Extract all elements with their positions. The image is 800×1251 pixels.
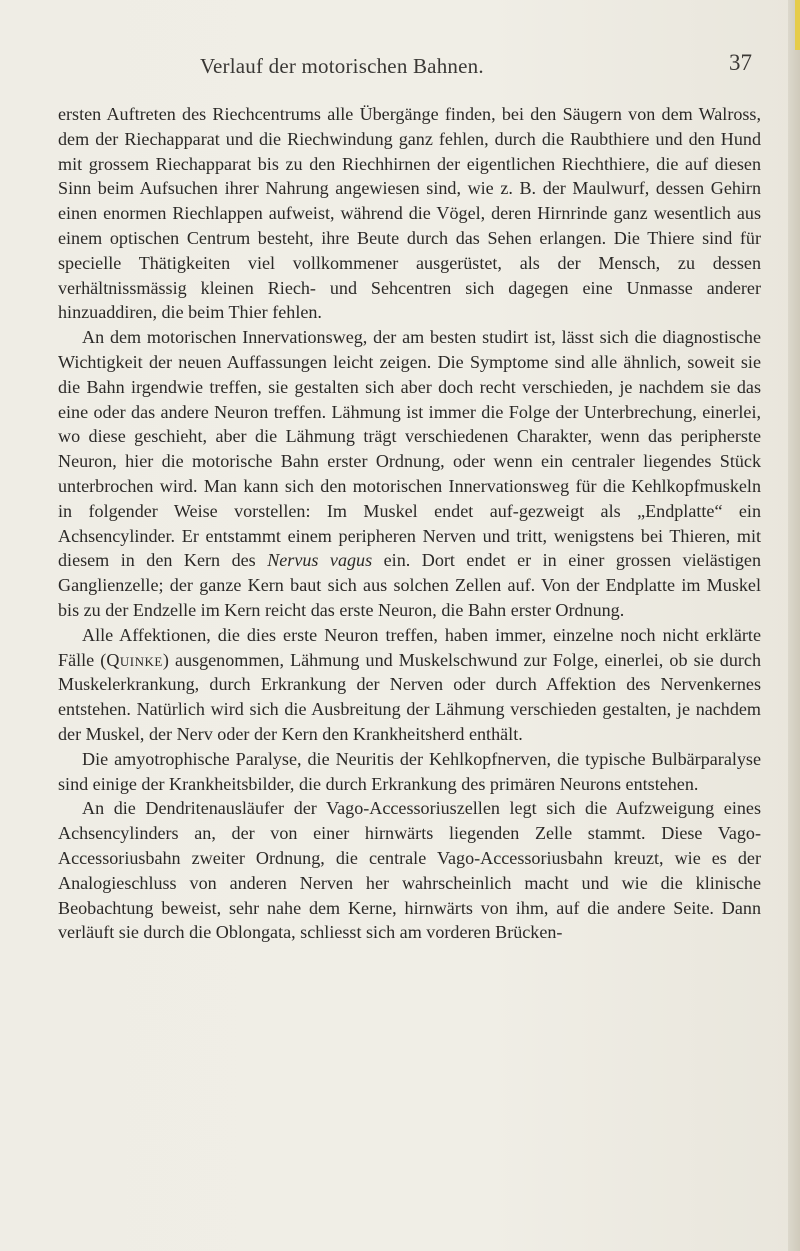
page-edge [788, 0, 800, 1251]
page-edge-marker [795, 0, 800, 50]
nervus-vagus-term: Nervus vagus [267, 550, 373, 571]
page-header [60, 50, 760, 84]
page-number: 37 [729, 50, 752, 75]
paragraph-3-text-b: ) ausgenommen, Lähmung und Muskelschwund zur Folge, einerlei, ob sie durch Muskelerkrankung, durch Erkrankung der Nerven oder durch Affektion des Nervenkernes entstehen. Natürlich wird sich die Ausbreitung der Lähmung verschieden gestalten, je nachdem der Muskel, der Nerv oder der Kern den Krankheitsherd enthält. [58, 649, 761, 744]
body-text [58, 102, 761, 945]
paragraph-2-text-b: ein. Dort endet er in einer grossen vielästigen Ganglienzelle; der ganze Kern baut sich aus solchen Zellen auf. Von der Endplatte im Muskel bis zu der Endzelle im Kern reicht das erste Neuron, die Bahn erster Ordnung. [58, 550, 761, 620]
running-title: Verlauf der motorischen Bahnen. [200, 54, 484, 78]
paragraph-2 [58, 325, 761, 623]
paragraph-1: ersten Auftreten des Riechcentrums alle Übergänge finden, bei den Säugern von dem Walross, dem der Riechapparat und die Riechwindung ganz fehlen, durch die Raubthiere und den Hund mit grossem Riechapparat bis zu den Riechhirnen der eigentlichen Riechthiere, die auf diesen Sinn beim Aufsuchen ihrer Nahrung angewiesen sind, wie z. B. der Maulwurf, dessen Gehirn einen enormen Riechlappen aufweist, während die Vögel, deren Hirnrinde ganz wesentlich aus einem optischen Centrum besteht, ihre Beute durch das Sehen erlangen. Die Thiere sind für specielle Thätigkeiten viel vollkommener ausgerüstet, als der Mensch, zu dessen verhältnissmässig kleinen Riech- und Sehcentren sich dagegen eine Unmasse anderer hinzuaddiren, die beim Thier fehlen. [58, 104, 761, 323]
author-name-quinke: Quinke [106, 649, 163, 670]
paragraph-2-text-a: An dem motorischen Innervationsweg, der am besten studirt ist, lässt sich die diagnostische Wichtigkeit der neuen Auffassungen leicht zeigen. Die Symptome sind alle ähnlich, soweit sie die Bahn irgendwie treffen, sie gestalten sich aber doch recht verschieden, je nachdem sie das eine oder das andere Neuron treffen. Lähmung ist immer die Folge der Unterbrechung, einerlei, wo diese geschieht, aber die Lähmung trägt verschiedenen Charakter, wenn das peripherste Neuron, hier die motorische Bahn erster Ordnung, oder wenn ein centraler liegendes Stück unterbrochen wird. Man kann sich den motorischen Innervationsweg für die Kehlkopfmuskeln in folgender Weise vorstellen: Im Muskel endet auf-gezweigt als „Endplatte“ ein Achsencylinder. Er entstammt einem peripheren Nerven und tritt, wenigstens bei Thieren, mit diesem in den Kern des [58, 327, 761, 571]
paragraph-5: An die Dendritenausläufer der Vago-Accessoriuszellen legt sich die Aufzweigung eines Achsencylinders an, der von einer hirnwärts liegenden Zelle stammt. Diese Vago-Accessoriusbahn zweiter Ordnung, die centrale Vago-Accessoriusbahn kreuzt, wie es der Analogieschluss von anderen Nerven her wahrscheinlich macht und wie die klinische Beobachtung beweist, sehr nahe dem Kerne, hirnwärts von ihm, auf die andere Seite. Dann verläuft sie durch die Oblongata, schliesst sich am vorderen Brücken- [58, 798, 761, 943]
paragraph-3-text-a: Alle Affektionen, die dies erste Neuron treffen, haben immer, einzelne noch nicht erklärte Fälle ( [58, 624, 761, 670]
paragraph-4: Die amyotrophische Paralyse, die Neuritis der Kehlkopfnerven, die typische Bulbärparalyse sind einige der Krankheitsbilder, die durch Erkrankung des primären Neurons entstehen. [58, 748, 761, 794]
paragraph-3 [58, 623, 761, 747]
